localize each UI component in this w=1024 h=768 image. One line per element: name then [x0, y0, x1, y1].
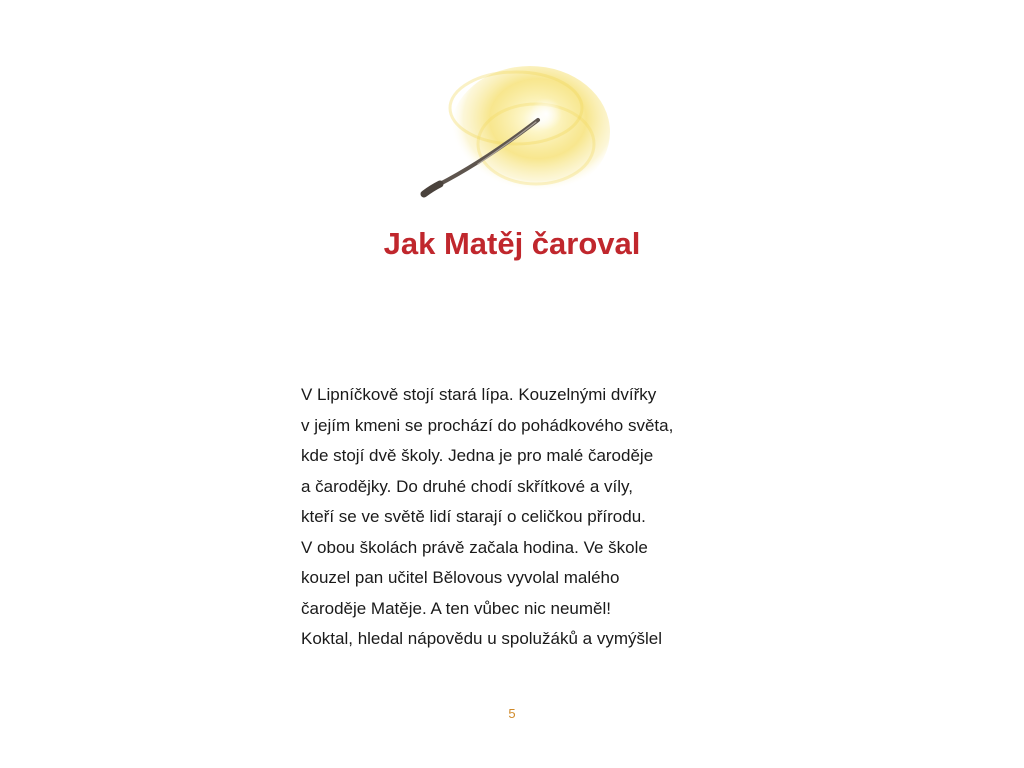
magic-wand-illustration	[418, 66, 618, 206]
glow-halo	[450, 66, 610, 198]
paragraph-line: Koktal, hledal nápovědu u spolužáků a vymýšlel	[301, 629, 662, 648]
paragraph-line: V Lipníčkově stojí stará lípa. Kouzelnými dvířky	[301, 385, 657, 404]
paragraph-line: kouzel pan učitel Bělovous vyvolal malého	[301, 568, 620, 587]
paragraph-line: kde stojí dvě školy. Jedna je pro malé čaroděje	[301, 446, 654, 465]
magic-wand-glow-icon	[418, 66, 618, 206]
story-title: Jak Matěj čaroval	[383, 226, 641, 261]
story-paragraph	[301, 380, 741, 655]
page-number: 5	[508, 706, 516, 721]
paragraph-line: v jejím kmeni se prochází do pohádkového světa,	[301, 415, 674, 435]
paragraph-line: V obou školách právě začala hodina. Ve škole	[301, 537, 648, 557]
paragraph-line: čaroděje Matěje. A ten vůbec nic neuměl!	[301, 598, 611, 618]
paragraph-line: kteří se ve světě lidí starají o celičkou přírodu.	[301, 507, 646, 526]
glow-core	[530, 98, 562, 130]
wand-handle	[424, 184, 440, 194]
paragraph-line: a čarodějky. Do druhé chodí skřítkové a víly,	[301, 476, 633, 496]
